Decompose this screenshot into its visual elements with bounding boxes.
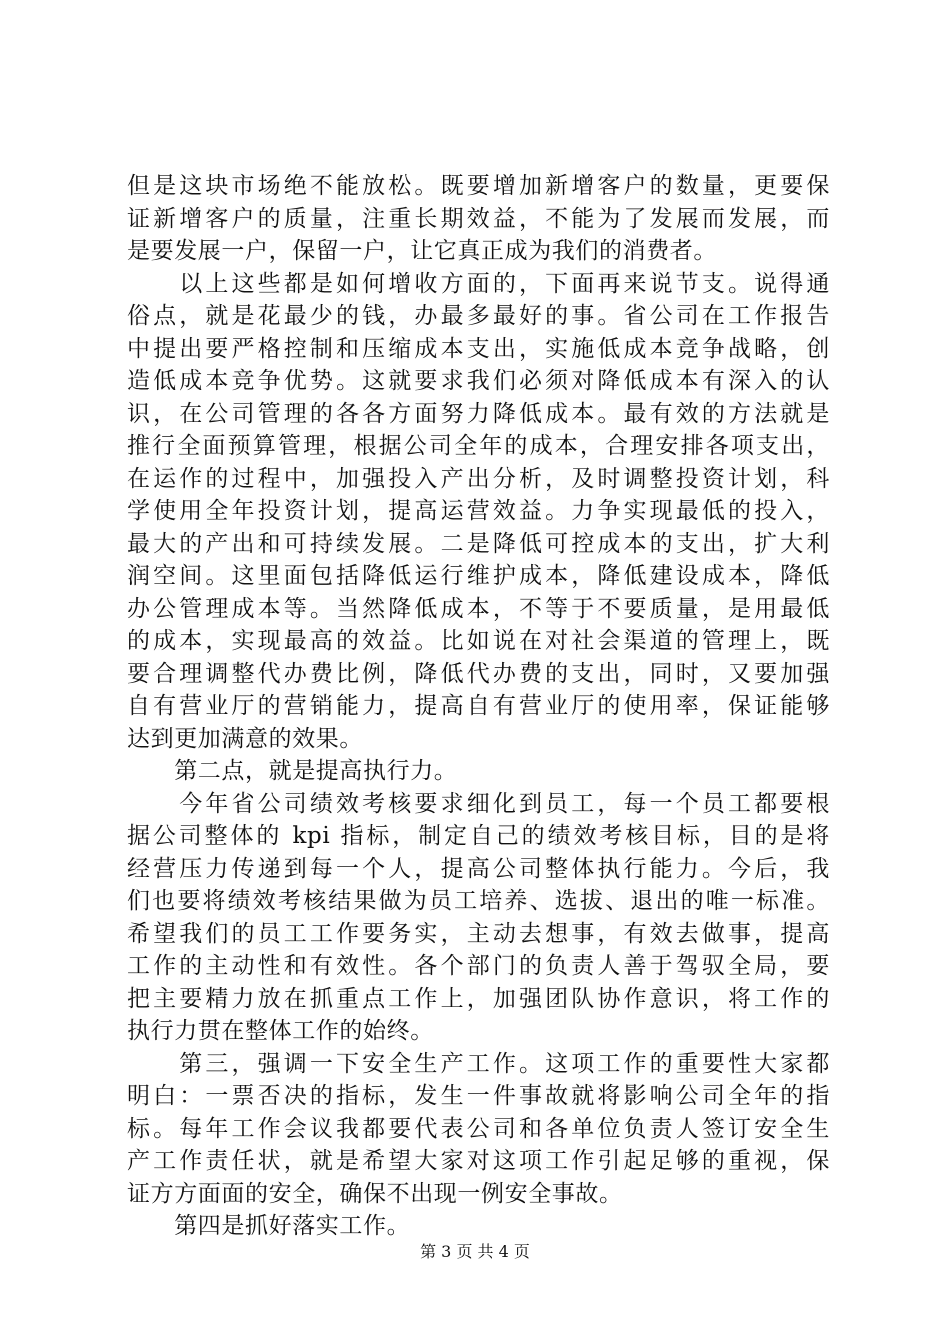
text-line: 今年省公司绩效考核要求细化到员工，每一个员工都要根 bbox=[127, 790, 830, 817]
text-line: 以上这些都是如何增收方面的，下面再来说节支。说得通 bbox=[127, 270, 830, 297]
text-line: 证方方面面的安全，确保不出现一例安全事故。 bbox=[127, 1180, 623, 1207]
text-line: 第二点，就是提高执行力。 bbox=[127, 758, 458, 784]
text-line: 造低成本竞争优势。这就要求我们必须对降低成本有深入的认 bbox=[127, 368, 830, 394]
text-line: 据公司整体的 kpi 指标，制定自己的绩效考核目标，目的是将 bbox=[127, 823, 830, 849]
text-line: 是要发展一户，保留一户，让它真正成为我们的消费者。 bbox=[127, 238, 717, 264]
text-line: 达到更加满意的效果。 bbox=[127, 725, 363, 752]
text-line: 推行全面预算管理，根据公司全年的成本，合理安排各项支出， bbox=[127, 433, 830, 459]
text-line: 第四是抓好落实工作。 bbox=[127, 1213, 411, 1239]
page-footer: 第 3 页 共 4 页 bbox=[420, 1242, 530, 1261]
text-line: 把主要精力放在抓重点工作上，加强团队协作意识，将工作的 bbox=[127, 985, 830, 1012]
paragraph bbox=[127, 170, 830, 268]
paragraph bbox=[127, 788, 830, 1048]
text-line: 在运作的过程中，加强投入产出分析，及时调整投资计划，科 bbox=[127, 465, 830, 492]
text-line: 们也要将绩效考核结果做为员工培养、选拔、退出的唯一标准。 bbox=[127, 888, 830, 914]
paragraph bbox=[127, 268, 830, 756]
text-line: 最大的产出和可持续发展。二是降低可控成本的支出，扩大利 bbox=[127, 530, 830, 557]
text-line: 润空间。这里面包括降低运行维护成本，降低建设成本，降低 bbox=[127, 563, 830, 589]
text-line: 但是这块市场绝不能放松。既要增加新增客户的数量，更要保 bbox=[127, 173, 830, 199]
text-line: 经营压力传递到每一个人，提高公司整体执行能力。今后，我 bbox=[127, 855, 830, 882]
text-line: 执行力贯在整体工作的始终。 bbox=[127, 1018, 434, 1044]
text-line: 自有营业厅的营销能力，提高自有营业厅的使用率，保证能够 bbox=[127, 693, 830, 719]
text-line: 俗点，就是花最少的钱，办最多最好的事。省公司在工作报告 bbox=[127, 303, 830, 329]
text-line: 的成本，实现最高的效益。比如说在对社会渠道的管理上，既 bbox=[127, 628, 830, 654]
body-text bbox=[127, 170, 830, 1243]
paragraph bbox=[127, 1210, 830, 1243]
text-line: 第三，强调一下安全生产工作。这项工作的重要性大家都 bbox=[127, 1050, 830, 1077]
text-line: 标。每年工作会议我都要代表公司和各单位负责人签订安全生 bbox=[127, 1115, 830, 1142]
text-line: 希望我们的员工工作要务实，主动去想事，有效去做事，提高 bbox=[127, 920, 830, 947]
paragraph bbox=[127, 1048, 830, 1211]
text-line: 证新增客户的质量，注重长期效益，不能为了发展而发展，而 bbox=[127, 205, 830, 232]
text-line: 要合理调整代办费比例，降低代办费的支出，同时，又要加强 bbox=[127, 660, 830, 687]
text-line: 学使用全年投资计划，提高运营效益。力争实现最低的投入， bbox=[127, 498, 830, 524]
text-line: 工作的主动性和有效性。各个部门的负责人善于驾驭全局，要 bbox=[127, 953, 830, 979]
paragraph bbox=[127, 755, 830, 788]
text-line: 办公管理成本等。当然降低成本，不等于不要质量，是用最低 bbox=[127, 595, 830, 622]
text-line: 识，在公司管理的各各方面努力降低成本。最有效的方法就是 bbox=[127, 400, 830, 427]
text-line: 明白：一票否决的指标，发生一件事故就将影响公司全年的指 bbox=[127, 1083, 830, 1109]
text-line: 产工作责任状，就是希望大家对这项工作引起足够的重视，保 bbox=[127, 1148, 830, 1174]
text-line: 中提出要严格控制和压缩成本支出，实施低成本竞争战略，创 bbox=[127, 335, 830, 362]
